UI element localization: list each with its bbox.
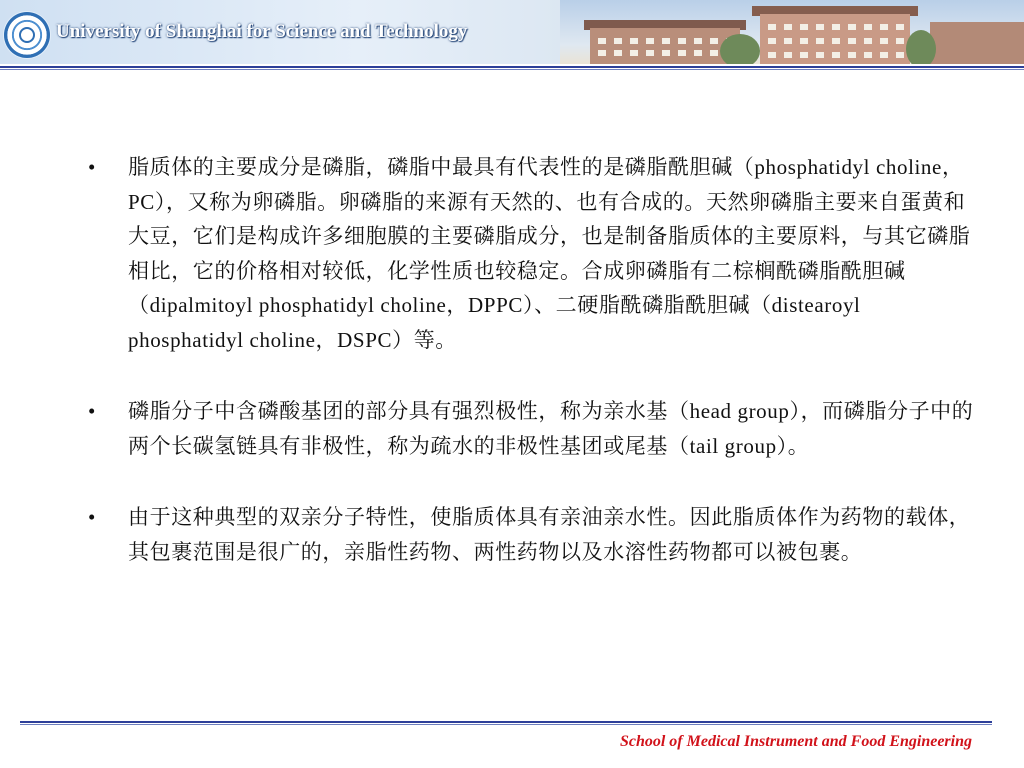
building-windows (598, 50, 734, 56)
bullet-item: • 脂质体的主要成分是磷脂，磷脂中最具有代表性的是磷脂酰胆碱（phosphatidyl choline，PC），又称为卵磷脂。卵磷脂的来源有天然的、也有合成的。天然卵磷脂主要来自蛋黄和大豆，它们是构成许多细胞膜的主要磷脂成分，也是制备脂质体的主要原料，与其它磷脂相比，它的价格相对较低，化学性质也较稳定。合成卵磷脂有二棕榈酰磷脂酰胆碱（dipalmitoyl phosphatidyl choline，DPPC）、二硬脂酰磷脂酰胆碱（distearoyl phosphatidyl choline，DSPC）等。 (82, 150, 982, 357)
header-banner (0, 0, 1024, 64)
building (590, 28, 740, 64)
bullet-item: • 磷脂分子中含磷酸基团的部分具有强烈极性，称为亲水基（head group），而磷脂分子中的两个长碳氢链具有非极性，称为疏水的非极性基团或尾基（tail group）。 (82, 394, 982, 463)
header-divider (0, 66, 1024, 68)
tree (720, 34, 760, 64)
university-logo (4, 12, 50, 58)
header-divider-thin (0, 69, 1024, 70)
building-windows (768, 24, 904, 30)
slide-content (82, 150, 982, 606)
school-name: School of Medical Instrument and Food Engineering (619, 733, 972, 750)
university-title: University of Shanghai for Science and Technology (56, 21, 468, 42)
footer-divider (20, 721, 992, 723)
building-windows (768, 38, 904, 44)
building-windows (768, 52, 904, 58)
tree (906, 30, 936, 64)
building (930, 22, 1024, 64)
footer-divider-thin (20, 724, 992, 725)
building-windows (598, 38, 734, 44)
logo-emblem (19, 27, 35, 43)
bullet-item: • 由于这种典型的双亲分子特性，使脂质体具有亲油亲水性。因此脂质体作为药物的载体，其包裹范围是很广的，亲脂性药物、两性药物以及水溶性药物都可以被包裹。 (82, 500, 982, 569)
banner-photo (560, 0, 1024, 64)
